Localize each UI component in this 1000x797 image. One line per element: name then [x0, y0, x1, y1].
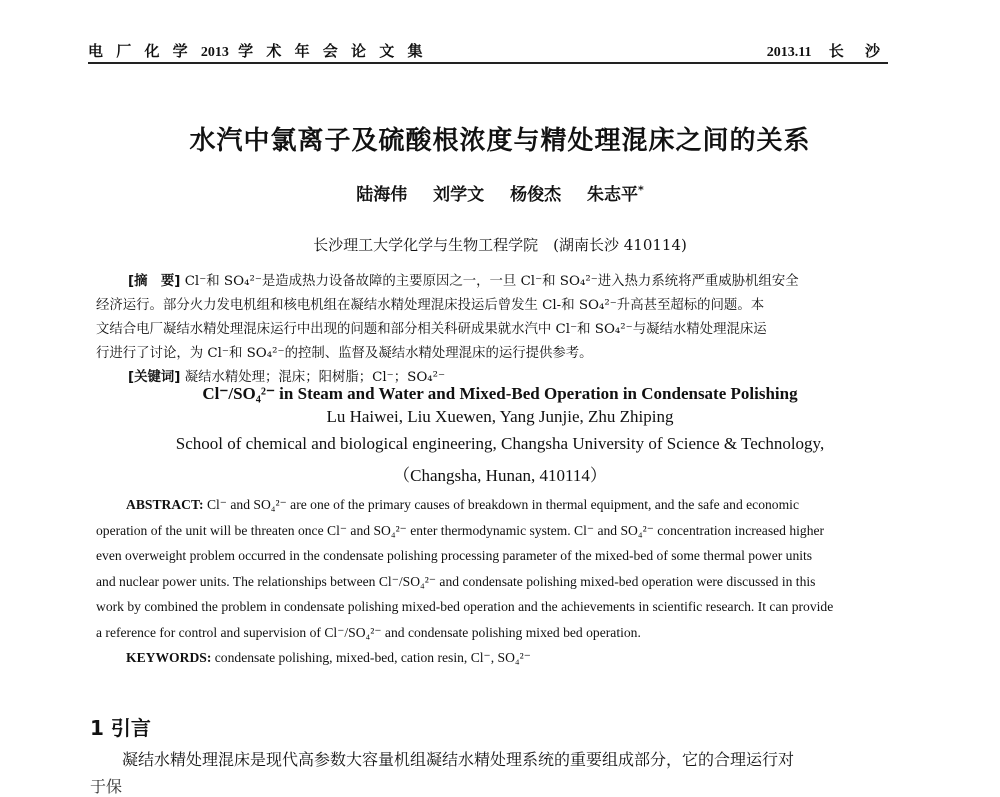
conference-city: 长 沙	[828, 42, 888, 60]
abstract-en-line: a reference for control and supervision of Cl⁻/SO₄²⁻ and condensate polishing mixed bed operation.	[96, 624, 641, 640]
affiliation-cn: 长沙理工大学化学与生物工程学院 (湖南长沙 410114)	[313, 236, 687, 254]
abstract-cn	[96, 270, 928, 390]
abstract-en-line: operation of the unit will be threaten once Cl⁻ and SO₄²⁻ enter thermodynamic system. Cl⁻ and SO₄²⁻ concentration increased higher	[96, 522, 825, 538]
keywords-en-label: KEYWORDS:	[126, 650, 212, 665]
abstract-en-line: even overweight problem occurred in the condensate polishing processing parameter of the mixed-bed of some thermal power units	[96, 548, 813, 563]
keywords-en-text: condensate polishing, mixed-bed, cation resin, Cl⁻, SO₄²⁻	[214, 650, 531, 665]
author-cn: 刘学文	[433, 185, 485, 205]
keywords-cn-text: 凝结水精处理；混床；阳树脂；Cl⁻；SO₄²⁻	[184, 370, 446, 385]
body-line: 凝结水精处理混床是现代高参数大容量机组凝结水精处理系统的重要组成部分，它的合理运行对	[122, 750, 795, 769]
conference-date: 2013.11	[766, 45, 812, 60]
abstract-en-line: and nuclear power units. The relationships between Cl⁻/SO₄²⁻ and condensate polishing mixed-bed operation were discussed in this	[96, 573, 816, 589]
abstract-en-label: ABSTRACT:	[126, 497, 204, 512]
abstract-en	[96, 492, 918, 671]
running-header	[88, 38, 888, 64]
journal-name	[88, 40, 426, 61]
journal-name-prefix: 电 厂 化 学	[88, 42, 192, 60]
author-cn-name: 朱志平	[587, 185, 638, 205]
abstract-cn-line: 文结合电厂凝结水精处理混床运行中出现的问题和部分相关科研成果就水汽中 Cl⁻和 SO₄²⁻与凝结水精处理混床运	[96, 322, 767, 337]
abstract-cn-line	[96, 270, 928, 294]
affiliation-location-en: （Changsha, Hunan, 410114）	[393, 466, 607, 485]
keywords-cn-label: [关键词]	[128, 370, 181, 385]
author-list-cn	[0, 180, 1000, 205]
body-line-clipped: 于保	[90, 777, 123, 796]
abstract-en-line: work by combined the problem in condensate polishing mixed-bed operation and the achievements in scientific research. It can provide	[96, 599, 834, 614]
abstract-cn-text: Cl⁻和 SO₄²⁻是造成热力设备故障的主要原因之一，一旦 Cl⁻和 SO₄²⁻进入热力系统将严重威胁机组安全	[184, 274, 799, 289]
conference-date-location	[767, 40, 888, 61]
author-cn: 陆海伟	[356, 185, 408, 205]
abstract-cn-line: 经济运行。部分火力发电机组和核电机组在凝结水精处理混床投运后曾发生 Cl-和 SO₄²⁻升高甚至超标的问题。本	[96, 298, 765, 313]
paper-title-cn: 水汽中氯离子及硫酸根浓度与精处理混床之间的关系	[189, 126, 811, 156]
abstract-en-line	[96, 492, 918, 518]
journal-year: 2013	[200, 45, 229, 60]
author-cn	[587, 185, 644, 205]
journal-name-suffix: 学 术 年 会 论 文 集	[238, 42, 427, 60]
abstract-cn-line: 行进行了讨论，为 Cl⁻和 SO₄²⁻的控制、监督及凝结水精处理混床的运行提供参考。	[96, 346, 593, 361]
abstract-cn-label: [摘 要]	[128, 274, 181, 289]
author-list-en: Lu Haiwei, Liu Xuewen, Yang Junjie, Zhu Zhiping	[326, 407, 674, 426]
keywords-en	[96, 645, 918, 671]
abstract-en-text: Cl⁻ and SO₄²⁻ are one of the primary causes of breakdown in thermal equipment, and the safe and economic	[206, 497, 799, 512]
section-heading-introduction: 1 引言	[90, 716, 151, 740]
affiliation-en: School of chemical and biological engineering, Changsha University of Science & Technology,	[175, 434, 825, 453]
corresponding-author-mark: *	[638, 183, 644, 197]
paper-title-en: Cl⁻/SO₄²⁻ in Steam and Water and Mixed-Bed Operation in Condensate Polishing	[202, 384, 798, 403]
author-cn: 杨俊杰	[510, 185, 562, 205]
introduction-paragraph	[90, 746, 920, 774]
